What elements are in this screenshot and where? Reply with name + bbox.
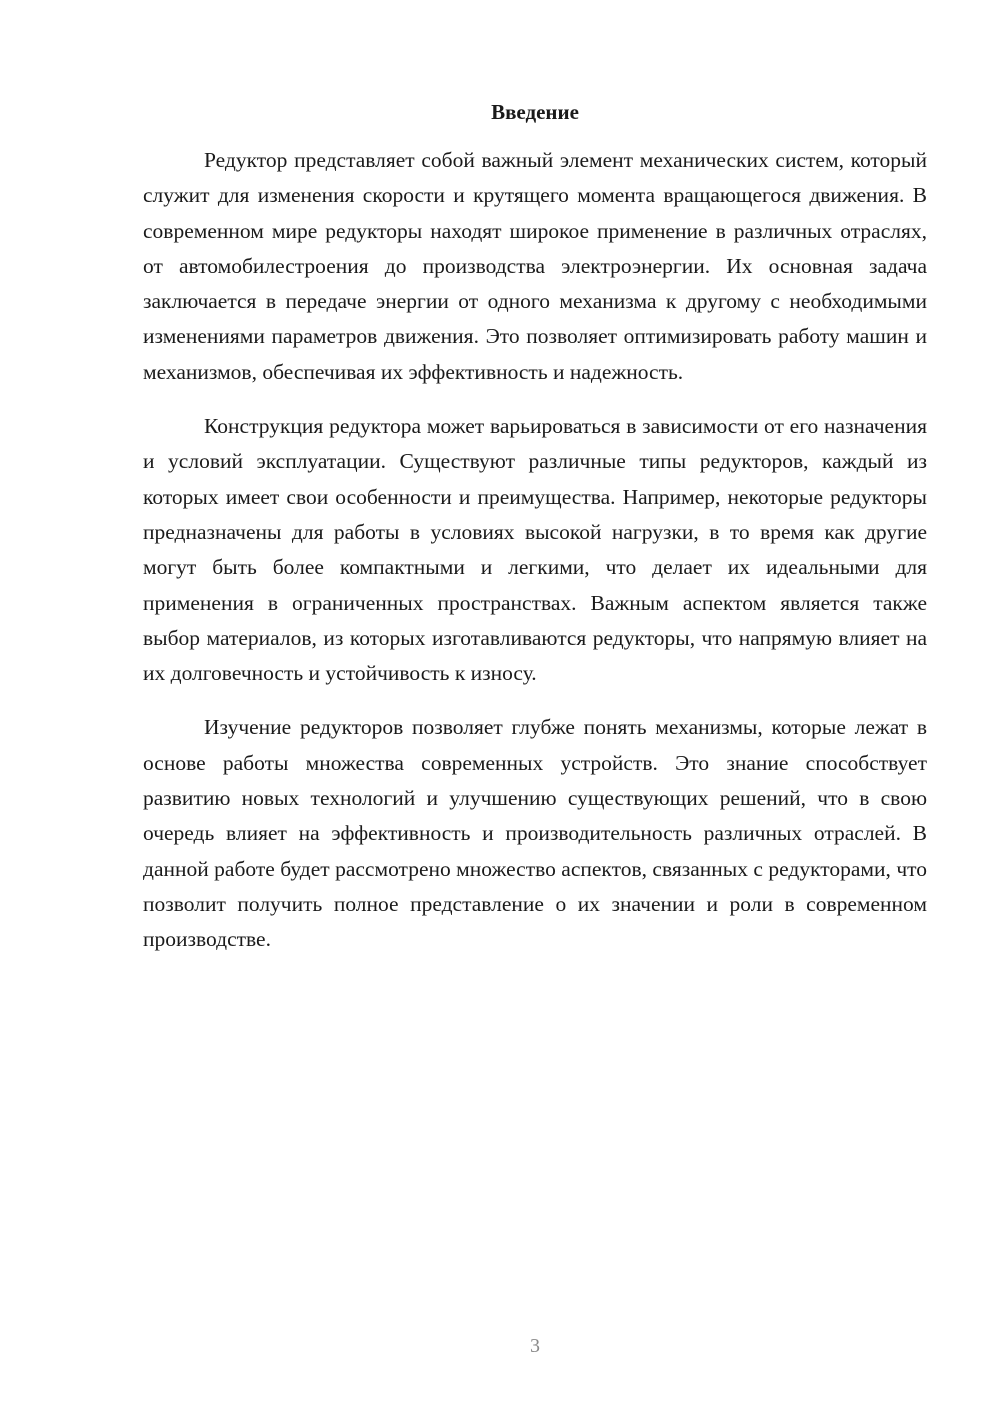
paragraph-3: Изучение редукторов позволяет глубже понять механизмы, которые лежат в основе работы множества современных устройств. Это знание способствует развитию новых технологий и улучшению существующих решений, что в свою очередь влияет на эффективность и производительность различных отраслей. В данной работе будет рассмотрено множество аспектов, связанных с редукторами, что позволит получить полное представление о их значении и роли в современном производстве.	[143, 715, 927, 952]
page-title: Введение	[491, 100, 579, 124]
paragraph-2: Конструкция редуктора может варьироваться в зависимости от его назначения и условий эксплуатации. Существуют различные типы редукторов, каждый из которых имеет свои особенности и преимущества. Например, некоторые редукторы предназначены для работы в условиях высокой нагрузки, в то время как другие могут быть более компактными и легкими, что делает их идеальными для применения в ограниченных пространствах. Важным аспектом является также выбор материалов, из которых изготавливаются редукторы, что напрямую влияет на их долговечность и устойчивость к износу.	[143, 414, 927, 686]
document-body	[143, 143, 927, 958]
page-number: 3	[530, 1335, 540, 1357]
paragraph-1: Редуктор представляет собой важный элемент механических систем, который служит для изменения скорости и крутящего момента вращающегося движения. В современном мире редукторы находят широкое применение в различных отраслях, от автомобилестроения до производства электроэнергии. Их основная задача заключается в передаче энергии от одного механизма к другому с необходимыми изменениями параметров движения. Это позволяет оптимизировать работу машин и механизмов, обеспечивая их эффективность и надежность.	[143, 148, 927, 384]
